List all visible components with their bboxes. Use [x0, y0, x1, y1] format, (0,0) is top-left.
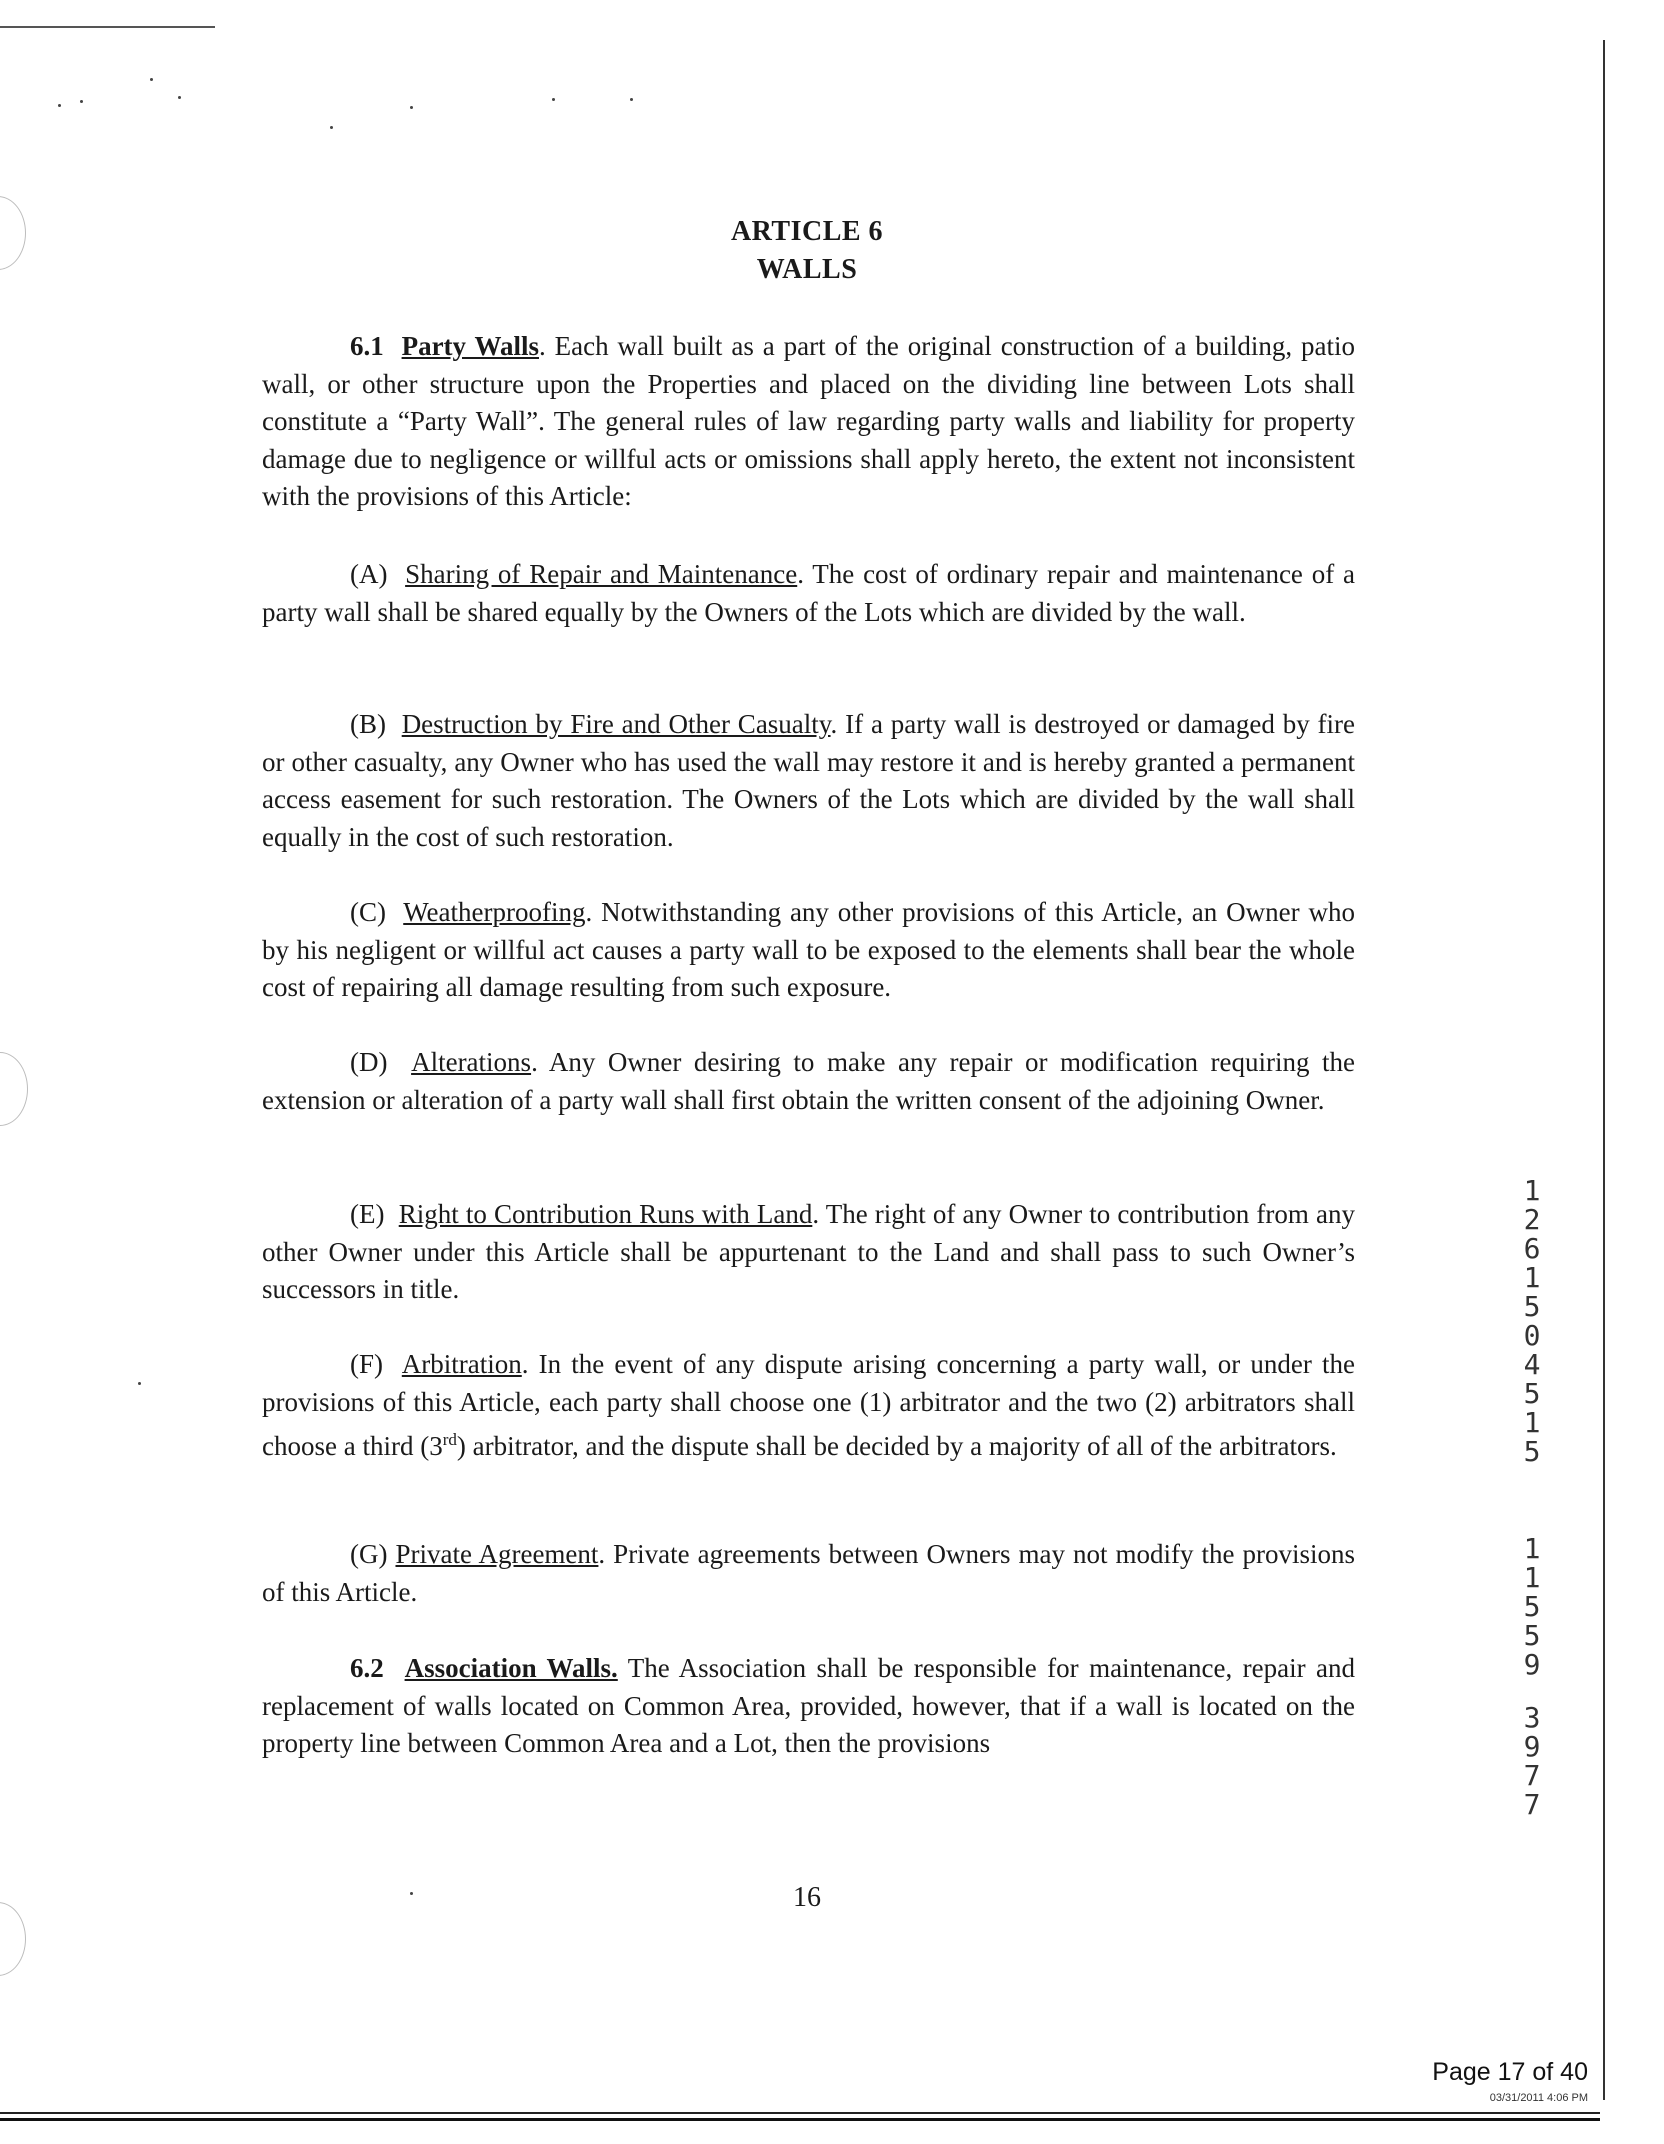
stamp-digit: 0 [1523, 1319, 1541, 1352]
scan-speck [138, 1382, 141, 1385]
stamp-digit: 5 [1523, 1590, 1541, 1623]
section-title: Party Walls [401, 331, 539, 361]
subsection-body: . The cost of ordinary repair and maintenance of a party wall shall be shared equally by the Owners of the Lots which are divided by the wall. [262, 559, 1356, 627]
stamp-digit: 5 [1523, 1435, 1541, 1468]
subsection-b [262, 706, 1355, 856]
subsection-label: (C) [350, 897, 386, 927]
stamp-digit: 9 [1523, 1730, 1541, 1763]
subsection-label: (G) [350, 1539, 388, 1569]
subsection-label: (A) [350, 559, 388, 589]
subsection-body: . The right of any Owner to contribution from any other Owner under this Article shall be appurtenant to the Land and shall pass to such Owner’s successors in title. [262, 1199, 1356, 1304]
section-number: 6.2 [350, 1653, 384, 1683]
subsection-title: Arbitration [401, 1349, 522, 1379]
subsection-d [262, 1044, 1355, 1119]
stamp-digit: 7 [1523, 1759, 1541, 1792]
scan-speck [552, 98, 555, 101]
punch-hole-middle [0, 1052, 28, 1126]
subsection-body-end: ) arbitrator, and the dispute shall be decided by a majority of all of the arbitrators. [456, 1431, 1337, 1461]
stamp-digit: 1 [1523, 1174, 1541, 1207]
stamp-digit: 1 [1523, 1561, 1541, 1594]
stamp-digit: 3 [1523, 1701, 1541, 1734]
scan-speck [80, 100, 83, 103]
subsection-title: Alterations [411, 1047, 532, 1077]
scan-speck [410, 106, 413, 109]
subsection-body: . Private agreements between Owners may not modify the provisions of this Article. [262, 1539, 1355, 1607]
subsection-label: (F) [350, 1349, 383, 1379]
article-number: ARTICLE 6 [730, 216, 884, 247]
section-6-2 [262, 1650, 1355, 1763]
subsection-label: (B) [350, 709, 386, 739]
scan-speck [178, 96, 181, 99]
scan-speck [330, 126, 333, 129]
subsection-title: Private Agreement [395, 1539, 599, 1569]
subsection-a [262, 556, 1355, 631]
stamp-digit: 7 [1523, 1788, 1541, 1821]
subsection-title: Sharing of Repair and Maintenance [405, 559, 798, 589]
scan-speck [150, 78, 153, 81]
stamp-digit: 4 [1523, 1348, 1541, 1381]
stamp-digit: 9 [1523, 1648, 1541, 1681]
stamp-digit: 1 [1523, 1406, 1541, 1439]
stamp-digit: 1 [1523, 1261, 1541, 1294]
subsection-body: . Notwithstanding any other provisions of this Article, an Owner who by his negligent or willful act causes a party wall to be exposed to the elements shall bear the whole cost of repairing all damage resulting from such exposure. [262, 897, 1355, 1002]
margin-stamp-column-1 [1518, 1176, 1546, 1466]
section-6-1 [262, 328, 1355, 516]
subsection-c [262, 894, 1355, 1007]
stamp-digit: 2 [1523, 1203, 1541, 1236]
stamp-digit: 6 [1523, 1232, 1541, 1265]
subsection-e [262, 1196, 1355, 1309]
footer-timestamp: 03/31/2011 4:06 PM [1489, 2092, 1588, 2104]
stamp-digit: 5 [1523, 1377, 1541, 1410]
scan-top-rule [0, 26, 215, 28]
section-title: Association Walls. [404, 1653, 618, 1683]
subsection-body: . If a party wall is destroyed or damaged by fire or other casualty, any Owner who has used the wall may restore it and is hereby granted a permanent access easement for such restoration. The Owners of the Lots which are divided by the wall shall equally in the cost of such restoration. [262, 709, 1356, 852]
stamp-digit: 5 [1523, 1619, 1541, 1652]
scan-bottom-rule [0, 2112, 1600, 2114]
subsection-body: . In the event of any dispute arising concerning a party wall, or under the provisions of this Article, each party shall choose one (1) arbitrator and the two (2) arbitrators shall choose a third (3 [262, 1349, 1355, 1461]
page-number: 16 [793, 1882, 821, 1913]
scan-bottom-rule-thick [0, 2118, 1600, 2121]
section-body: . Each wall built as a part of the original construction of a building, patio wall, or other structure upon the Properties and placed on the dividing line between Lots shall constitute a “Party Wall”. The general rules of law regarding party walls and liability for property damage due to negligence or willful acts or omissions shall apply hereto, the extent not inconsistent with the provisions of this Article: [262, 331, 1356, 511]
stamp-digit: 1 [1523, 1532, 1541, 1565]
subsection-body: . Any Owner desiring to make any repair or modification requiring the extension or alteration of a party wall shall first obtain the written consent of the adjoining Owner. [262, 1047, 1355, 1115]
footer-page-label: Page 17 of 40 [1432, 2058, 1588, 2086]
article-title: WALLS [756, 254, 858, 285]
subsection-label: (D) [350, 1047, 388, 1077]
margin-stamp-column-2 [1518, 1534, 1546, 1819]
scan-right-border [1603, 40, 1605, 2100]
subsection-label: (E) [350, 1199, 385, 1229]
subsection-f [262, 1346, 1355, 1466]
subsection-title: Weatherproofing [403, 897, 586, 927]
stamp-digit: 5 [1523, 1290, 1541, 1323]
ordinal-suffix: rd [442, 1430, 457, 1449]
subsection-g [262, 1536, 1355, 1611]
subsection-title: Right to Contribution Runs with Land [398, 1199, 813, 1229]
section-number: 6.1 [350, 331, 384, 361]
scan-speck [630, 98, 633, 101]
scan-speck [58, 104, 61, 107]
subsection-title: Destruction by Fire and Other Casualty [401, 709, 831, 739]
section-body: The Association shall be responsible for maintenance, repair and replacement of walls located on Common Area, provided, however, that if a wall is located on the property line between Common Area and a Lot, then the provisions [262, 1653, 1356, 1758]
